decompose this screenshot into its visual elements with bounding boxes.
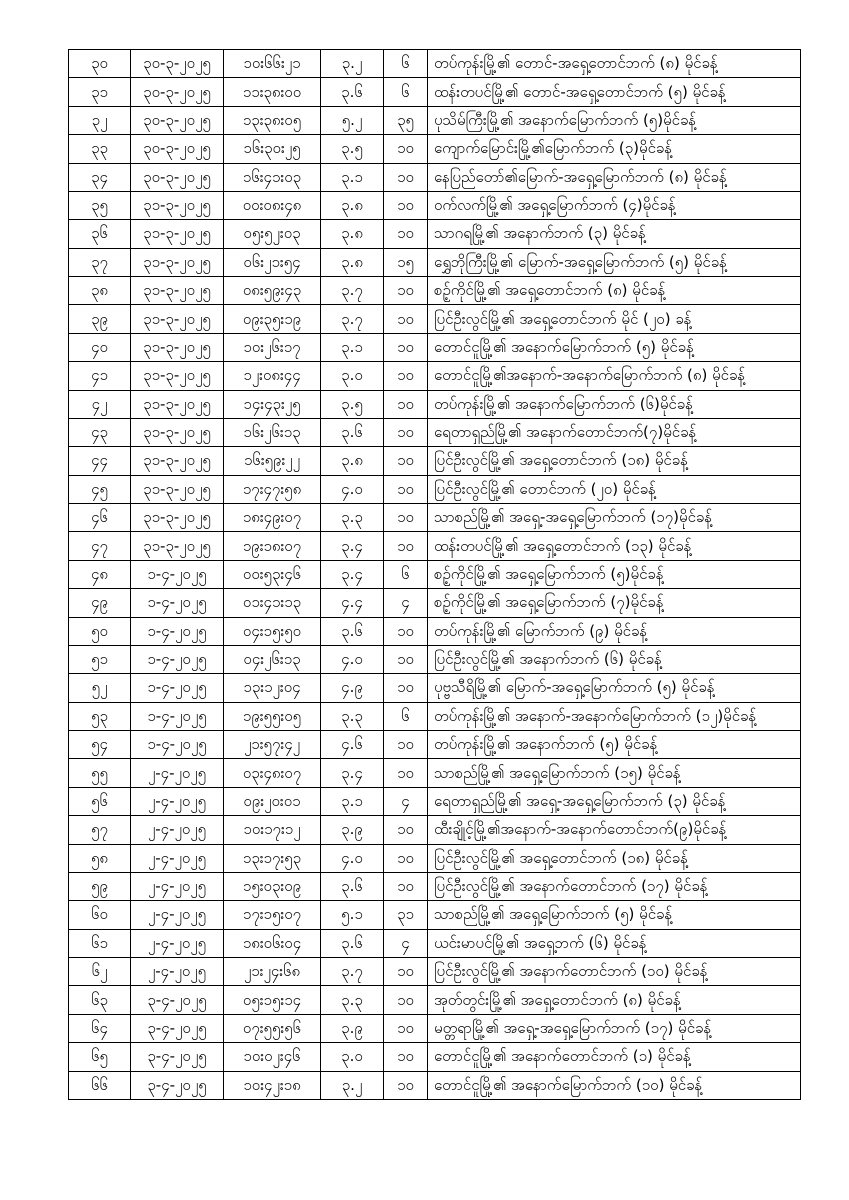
event-date: ၂-၄-၂၀၂၅ — [131, 816, 224, 844]
location: ရေတာရှည်မြို့၏ အနောက်တောင်ဘက်(၇)မိုင်ခန့် — [428, 418, 801, 446]
location: တောင်ငူမြို့၏ အနောက်မြောက်ဘက် (၅) မိုင်ခန့် — [428, 333, 801, 361]
event-time: ၀၆း၂၁း၅၄ — [224, 248, 321, 276]
row-number: ၄၃ — [69, 418, 131, 446]
depth: ၁၀ — [384, 362, 428, 390]
event-time: ၁၄း၄၃း၂၅ — [224, 390, 321, 418]
event-date: ၃၁-၃-၂၀၂၅ — [131, 418, 224, 446]
depth: ၁၀ — [384, 816, 428, 844]
magnitude: ၃.၉ — [321, 816, 384, 844]
table-row — [69, 759, 801, 787]
event-time: ၁၃း၁၇း၅၃ — [224, 844, 321, 872]
table-row — [69, 362, 801, 390]
location: ပြင်ဦးလွင်မြို့၏ အနောက်တောင်ဘက် (၁၀) မိုင်ခန့် — [428, 958, 801, 986]
location: ထီးချိုင့်မြို့၏အနောက်-အနောက်တောင်ဘက်(၉)မိုင်ခန့် — [428, 816, 801, 844]
location: ကျောက်မြောင်းမြို့၏မြောက်ဘက် (၃)မိုင်ခန့် — [428, 135, 801, 163]
table-row — [69, 1014, 801, 1042]
magnitude: ၃.၅ — [321, 390, 384, 418]
event-date: ၃၁-၃-၂၀၂၅ — [131, 390, 224, 418]
event-time: ၀၀း၀၈း၄၈ — [224, 191, 321, 219]
magnitude: ၃.၇ — [321, 958, 384, 986]
table-row — [69, 305, 801, 333]
row-number: ၃၀ — [69, 50, 131, 78]
row-number: ၅၉ — [69, 872, 131, 900]
depth: ၁၀ — [384, 1043, 428, 1071]
depth: ၁၀ — [384, 447, 428, 475]
row-number: ၅၃ — [69, 702, 131, 730]
magnitude: ၄.၄ — [321, 589, 384, 617]
location: တပ်ကုန်းမြို့၏ တောင်-အရှေ့တောင်ဘက် (၈) မိုင်ခန့် — [428, 50, 801, 78]
magnitude: ၃.၈ — [321, 447, 384, 475]
location: ပြင်ဦးလွင်မြို့၏ တောင်ဘက် (၂၀) မိုင်ခန့် — [428, 475, 801, 503]
depth: ၁၀ — [384, 532, 428, 560]
event-time: ၁၃း၃၈း၀၅ — [224, 106, 321, 134]
magnitude: ၃.၂ — [321, 1071, 384, 1099]
event-time: ၂၁း၂၄း၆၈ — [224, 958, 321, 986]
location: တပ်ကုန်းမြို့၏ အနောက်-အနောက်မြောက်ဘက် (၁၂)မိုင်ခန့် — [428, 702, 801, 730]
location: သာစည်မြို့၏ အရှေ့မြောက်ဘက် (၁၅) မိုင်ခန့် — [428, 759, 801, 787]
row-number: ၃၅ — [69, 191, 131, 219]
table-row — [69, 504, 801, 532]
row-number: ၄၅ — [69, 475, 131, 503]
table-row — [69, 248, 801, 276]
row-number: ၆၆ — [69, 1071, 131, 1099]
table-row — [69, 532, 801, 560]
event-time: ၀၄း၁၅း၅၀ — [224, 617, 321, 645]
location: အုတ်တွင်းမြို့၏ အရှေ့တောင်ဘက် (၈) မိုင်ခန့် — [428, 986, 801, 1014]
location: ပြင်ဦးလွင်မြို့၏ အရှေ့တောင်ဘက် မိုင် (၂၀) ခန့် — [428, 305, 801, 333]
location: ပြင်ဦးလွင်မြို့၏ အနောက်ဘက် (၆) မိုင်ခန့် — [428, 645, 801, 673]
row-number: ၆၄ — [69, 1014, 131, 1042]
table-row — [69, 277, 801, 305]
row-number: ၅၂ — [69, 674, 131, 702]
magnitude: ၃.၅ — [321, 135, 384, 163]
location: တပ်ကုန်းမြို့၏ အနောက်မြောက်ဘက် (၆)မိုင်ခန့် — [428, 390, 801, 418]
magnitude: ၄.၆ — [321, 731, 384, 759]
event-time: ၁၆း၄၁း၀၃ — [224, 163, 321, 191]
table-row — [69, 475, 801, 503]
table-row — [69, 958, 801, 986]
table-row — [69, 872, 801, 900]
depth: ၁၀ — [384, 135, 428, 163]
table-row — [69, 135, 801, 163]
location: စဉ့်ကိုင်မြို့၏ အရှေ့မြောက်ဘက် (၅)မိုင်ခန့် — [428, 560, 801, 588]
magnitude: ၃.၇ — [321, 277, 384, 305]
magnitude: ၄.၉ — [321, 674, 384, 702]
depth: ၁၀ — [384, 1071, 428, 1099]
magnitude: ၃.၆ — [321, 929, 384, 957]
depth: ၁၀ — [384, 872, 428, 900]
event-date: ၃-၄-၂၀၂၅ — [131, 1014, 224, 1042]
location: စဉ့်ကိုင်မြို့၏ အရှေ့တောင်ဘက် (၈) မိုင်ခန့် — [428, 277, 801, 305]
event-time: ၁၂း၀၈း၄၄ — [224, 362, 321, 390]
magnitude: ၄.၀ — [321, 475, 384, 503]
row-number: ၄၆ — [69, 504, 131, 532]
row-number: ၃၆ — [69, 220, 131, 248]
magnitude: ၄.၀ — [321, 645, 384, 673]
depth: ၁၀ — [384, 1014, 428, 1042]
depth: ၁၀ — [384, 333, 428, 361]
table-row — [69, 50, 801, 78]
location: တပ်ကုန်းမြို့၏ မြောက်ဘက် (၉) မိုင်ခန့် — [428, 617, 801, 645]
event-time: ၁၀း၂၆း၁၇ — [224, 333, 321, 361]
depth: ၁၀ — [384, 418, 428, 446]
table-row — [69, 674, 801, 702]
location: တောင်ငူမြို့၏ အနောက်တောင်ဘက် (၁) မိုင်ခန့် — [428, 1043, 801, 1071]
event-time: ၀၁း၄၁း၁၃ — [224, 589, 321, 617]
row-number: ၅၆ — [69, 787, 131, 815]
magnitude: ၃.၃ — [321, 702, 384, 730]
event-time: ၁၀း၄၂း၁၈ — [224, 1071, 321, 1099]
table-row — [69, 220, 801, 248]
event-time: ၀၅း၅၂း၀၃ — [224, 220, 321, 248]
event-date: ၃-၄-၂၀၂၅ — [131, 1071, 224, 1099]
depth: ၃၁ — [384, 901, 428, 929]
event-date: ၃၀-၃-၂၀၂၅ — [131, 78, 224, 106]
depth: ၁၅ — [384, 248, 428, 276]
table-row — [69, 816, 801, 844]
depth: ၁၀ — [384, 844, 428, 872]
depth: ၆ — [384, 560, 428, 588]
table-row — [69, 78, 801, 106]
table-row — [69, 1071, 801, 1099]
row-number: ၄၉ — [69, 589, 131, 617]
depth: ၆ — [384, 702, 428, 730]
event-date: ၃၁-၃-၂၀၂၅ — [131, 191, 224, 219]
depth: ၆ — [384, 50, 428, 78]
magnitude: ၃.၂ — [321, 50, 384, 78]
magnitude: ၅.၂ — [321, 106, 384, 134]
event-date: ၃၁-၃-၂၀၂၅ — [131, 532, 224, 560]
location: ပုသိမ်ကြီးမြို့၏ အနောက်မြောက်ဘက် (၅)မိုင်ခန့် — [428, 106, 801, 134]
event-date: ၃-၄-၂၀၂၅ — [131, 1043, 224, 1071]
table-row — [69, 986, 801, 1014]
depth: ၁၀ — [384, 645, 428, 673]
row-number: ၄၂ — [69, 390, 131, 418]
row-number: ၅၄ — [69, 731, 131, 759]
table-row — [69, 1043, 801, 1071]
event-date: ၂-၄-၂၀၂၅ — [131, 759, 224, 787]
row-number: ၃၂ — [69, 106, 131, 134]
depth: ၁၀ — [384, 674, 428, 702]
table-row — [69, 731, 801, 759]
magnitude: ၃.၈ — [321, 191, 384, 219]
event-date: ၃၀-၃-၂၀၂၅ — [131, 50, 224, 78]
event-time: ၀၀း၅၃း၄၆ — [224, 560, 321, 588]
location: နေပြည်တော်၏မြောက်-အရှေ့မြောက်ဘက် (၈) မိုင်ခန့် — [428, 163, 801, 191]
location: တပ်ကုန်းမြို့၏ အနောက်ဘက် (၅) မိုင်ခန့် — [428, 731, 801, 759]
event-date: ၁-၄-၂၀၂၅ — [131, 731, 224, 759]
table-row — [69, 617, 801, 645]
table-row — [69, 106, 801, 134]
location: သာစည်မြို့၏ အရှေ့-အရှေ့မြောက်ဘက် (၁၇)မိုင်ခန့် — [428, 504, 801, 532]
table-row — [69, 390, 801, 418]
magnitude: ၃.၁ — [321, 163, 384, 191]
location: သာဂရမြို့၏ အနောက်ဘက် (၃) မိုင်ခန့် — [428, 220, 801, 248]
location: ပြင်ဦးလွင်မြို့၏ အရှေ့တောင်ဘက် (၁၈) မိုင်ခန့် — [428, 844, 801, 872]
location: မတ္တရာမြို့၏ အရှေ့-အရှေ့မြောက်ဘက် (၁၇) မိုင်ခန့် — [428, 1014, 801, 1042]
depth: ၆ — [384, 78, 428, 106]
event-date: ၂-၄-၂၀၂၅ — [131, 929, 224, 957]
event-date: ၁-၄-၂၀၂၅ — [131, 589, 224, 617]
event-date: ၂-၄-၂၀၂၅ — [131, 872, 224, 900]
row-number: ၃၈ — [69, 277, 131, 305]
earthquake-table — [68, 49, 801, 1100]
row-number: ၆၅ — [69, 1043, 131, 1071]
magnitude: ၃.၃ — [321, 986, 384, 1014]
row-number: ၆၀ — [69, 901, 131, 929]
row-number: ၄၇ — [69, 532, 131, 560]
event-date: ၃၁-၃-၂၀၂၅ — [131, 475, 224, 503]
depth: ၁၀ — [384, 617, 428, 645]
event-time: ၁၃း၁၂း၀၄ — [224, 674, 321, 702]
magnitude: ၃.၆ — [321, 617, 384, 645]
event-date: ၃၁-၃-၂၀၂၅ — [131, 277, 224, 305]
table-row — [69, 901, 801, 929]
event-date: ၃၁-၃-၂၀၂၅ — [131, 220, 224, 248]
row-number: ၆၂ — [69, 958, 131, 986]
depth: ၁၀ — [384, 390, 428, 418]
location: သာစည်မြို့၏ အရှေ့မြောက်ဘက် (၅) မိုင်ခန့် — [428, 901, 801, 929]
row-number: ၃၁ — [69, 78, 131, 106]
event-date: ၁-၄-၂၀၂၅ — [131, 645, 224, 673]
location: တောင်ငူမြို့၏အနောက်-အနောက်မြောက်ဘက် (၈) မိုင်ခန့် — [428, 362, 801, 390]
event-date: ၃၀-၃-၂၀၂၅ — [131, 135, 224, 163]
magnitude: ၃.၄ — [321, 532, 384, 560]
depth: ၁၀ — [384, 220, 428, 248]
table-row — [69, 418, 801, 446]
event-time: ၀၇း၅၅း၅၆ — [224, 1014, 321, 1042]
event-time: ၁၉း၅၅း၀၅ — [224, 702, 321, 730]
event-time: ၁၁း၃၈း၀၀ — [224, 78, 321, 106]
magnitude: ၃.၈ — [321, 220, 384, 248]
event-date: ၁-၄-၂၀၂၅ — [131, 674, 224, 702]
event-time: ၁၆း၃၀း၂၅ — [224, 135, 321, 163]
location: တောင်ငူမြို့၏ အနောက်မြောက်ဘက် (၁၀) မိုင်ခန့် — [428, 1071, 801, 1099]
row-number: ၄၄ — [69, 447, 131, 475]
magnitude: ၃.၄ — [321, 759, 384, 787]
magnitude: ၃.၉ — [321, 1014, 384, 1042]
event-date: ၃၀-၃-၂၀၂၅ — [131, 106, 224, 134]
event-time: ၀၉း၃၅း၁၉ — [224, 305, 321, 333]
location: ပုဗ္ဗသီရိမြို့၏ မြောက်-အရှေ့မြောက်ဘက် (၅) မိုင်ခန့် — [428, 674, 801, 702]
magnitude: ၃.၀ — [321, 362, 384, 390]
event-date: ၂-၄-၂၀၂၅ — [131, 901, 224, 929]
row-number: ၆၃ — [69, 986, 131, 1014]
event-time: ၁၈း၄၉း၀၇ — [224, 504, 321, 532]
event-time: ၀၈း၅၉း၄၃ — [224, 277, 321, 305]
depth: ၁၀ — [384, 163, 428, 191]
table-row — [69, 447, 801, 475]
depth: ၄ — [384, 589, 428, 617]
event-time: ၁၀း၁၇း၁၂ — [224, 816, 321, 844]
event-date: ၂-၄-၂၀၂၅ — [131, 787, 224, 815]
event-time: ၁၅း၀၃း၀၉ — [224, 872, 321, 900]
event-time: ၁၇း၁၅း၀၇ — [224, 901, 321, 929]
event-date: ၂-၄-၂၀၂၅ — [131, 844, 224, 872]
magnitude: ၃.၄ — [321, 560, 384, 588]
row-number: ၅၇ — [69, 816, 131, 844]
depth: ၁၀ — [384, 475, 428, 503]
table-row — [69, 333, 801, 361]
location: ပြင်ဦးလွင်မြို့၏ အနောက်တောင်ဘက် (၁၇) မိုင်ခန့် — [428, 872, 801, 900]
row-number: ၅၅ — [69, 759, 131, 787]
magnitude: ၄.၀ — [321, 844, 384, 872]
table-row — [69, 163, 801, 191]
depth: ၁၀ — [384, 504, 428, 532]
table-row — [69, 702, 801, 730]
magnitude: ၃.၁ — [321, 333, 384, 361]
row-number: ၅၈ — [69, 844, 131, 872]
event-time: ၀၄း၂၆း၁၃ — [224, 645, 321, 673]
table-body — [69, 50, 801, 1100]
event-date: ၃-၄-၂၀၂၅ — [131, 986, 224, 1014]
magnitude: ၃.၈ — [321, 248, 384, 276]
magnitude: ၃.၆ — [321, 872, 384, 900]
event-date: ၃၁-၃-၂၀၂၅ — [131, 333, 224, 361]
event-time: ၁၆း၅၉း၂၂ — [224, 447, 321, 475]
depth: ၁၀ — [384, 986, 428, 1014]
row-number: ၃၄ — [69, 163, 131, 191]
location: ရွှေဘိုကြီးမြို့၏ မြောက်-အရှေ့မြောက်ဘက် (၅) မိုင်ခန့် — [428, 248, 801, 276]
row-number: ၄၀ — [69, 333, 131, 361]
depth: ၁၀ — [384, 731, 428, 759]
table-row — [69, 589, 801, 617]
event-time: ၁၀း၆၆း၂၁ — [224, 50, 321, 78]
event-time: ၁၈း၀၆း၀၄ — [224, 929, 321, 957]
row-number: ၃၃ — [69, 135, 131, 163]
row-number: ၄၁ — [69, 362, 131, 390]
depth: ၄ — [384, 787, 428, 815]
depth: ၁၀ — [384, 759, 428, 787]
event-date: ၃၁-၃-၂၀၂၅ — [131, 362, 224, 390]
depth: ၁၀ — [384, 958, 428, 986]
event-date: ၃၁-၃-၂၀၂၅ — [131, 248, 224, 276]
row-number: ၆၁ — [69, 929, 131, 957]
depth: ၁၀ — [384, 191, 428, 219]
magnitude: ၅.၁ — [321, 901, 384, 929]
event-time: ၁၉း၁၈း၀၇ — [224, 532, 321, 560]
table-row — [69, 560, 801, 588]
row-number: ၃၇ — [69, 248, 131, 276]
row-number: ၃၉ — [69, 305, 131, 333]
event-time: ၂၁း၅၇း၄၂ — [224, 731, 321, 759]
location: စဉ့်ကိုင်မြို့၏ အရှေ့မြောက်ဘက် (၇)မိုင်ခန့် — [428, 589, 801, 617]
row-number: ၅၁ — [69, 645, 131, 673]
location: ထန်းတပင်မြို့၏ တောင်-အရှေ့တောင်ဘက် (၅) မိုင်ခန့် — [428, 78, 801, 106]
event-date: ၃၁-၃-၂၀၂၅ — [131, 305, 224, 333]
table-row — [69, 191, 801, 219]
magnitude: ၃.၆ — [321, 418, 384, 446]
magnitude: ၃.၇ — [321, 305, 384, 333]
row-number: ၄၈ — [69, 560, 131, 588]
magnitude: ၃.၀ — [321, 1043, 384, 1071]
event-date: ၁-၄-၂၀၂၅ — [131, 702, 224, 730]
depth: ၃၅ — [384, 106, 428, 134]
depth: ၄ — [384, 929, 428, 957]
depth: ၁၀ — [384, 305, 428, 333]
event-date: ၂-၄-၂၀၂၅ — [131, 958, 224, 986]
row-number: ၅၀ — [69, 617, 131, 645]
location: ယင်းမာပင်မြို့၏ အရှေ့ဘက် (၆) မိုင်ခန့် — [428, 929, 801, 957]
location: ရေတာရှည်မြို့၏ အရှေ့-အရှေ့မြောက်ဘက် (၃) မိုင်ခန့် — [428, 787, 801, 815]
event-date: ၃၁-၃-၂၀၂၅ — [131, 504, 224, 532]
magnitude: ၃.၆ — [321, 78, 384, 106]
event-time: ၀၉း၂၀း၀၁ — [224, 787, 321, 815]
magnitude: ၃.၁ — [321, 787, 384, 815]
location: ပြင်ဦးလွင်မြို့၏ အရှေ့တောင်ဘက် (၁၈) မိုင်ခန့် — [428, 447, 801, 475]
table-row — [69, 645, 801, 673]
event-time: ၁၇း၄၇း၅၈ — [224, 475, 321, 503]
location: ထန်းတပင်မြို့၏ အရှေ့တောင်ဘက် (၁၃) မိုင်ခန့် — [428, 532, 801, 560]
event-time: ၀၃း၄၈း၀၇ — [224, 759, 321, 787]
event-date: ၃၀-၃-၂၀၂၅ — [131, 163, 224, 191]
table-row — [69, 787, 801, 815]
event-time: ၁၆း၂၆း၁၃ — [224, 418, 321, 446]
event-date: ၁-၄-၂၀၂၅ — [131, 617, 224, 645]
table-row — [69, 844, 801, 872]
magnitude: ၃.၃ — [321, 504, 384, 532]
location: ဝက်လက်မြို့၏ အရှေ့မြောက်ဘက် (၄)မိုင်ခန့် — [428, 191, 801, 219]
event-time: ၀၅း၁၅း၁၄ — [224, 986, 321, 1014]
event-date: ၃၁-၃-၂၀၂၅ — [131, 447, 224, 475]
event-date: ၁-၄-၂၀၂၅ — [131, 560, 224, 588]
table-row — [69, 929, 801, 957]
event-time: ၁၀း၀၂း၄၆ — [224, 1043, 321, 1071]
depth: ၁၀ — [384, 277, 428, 305]
